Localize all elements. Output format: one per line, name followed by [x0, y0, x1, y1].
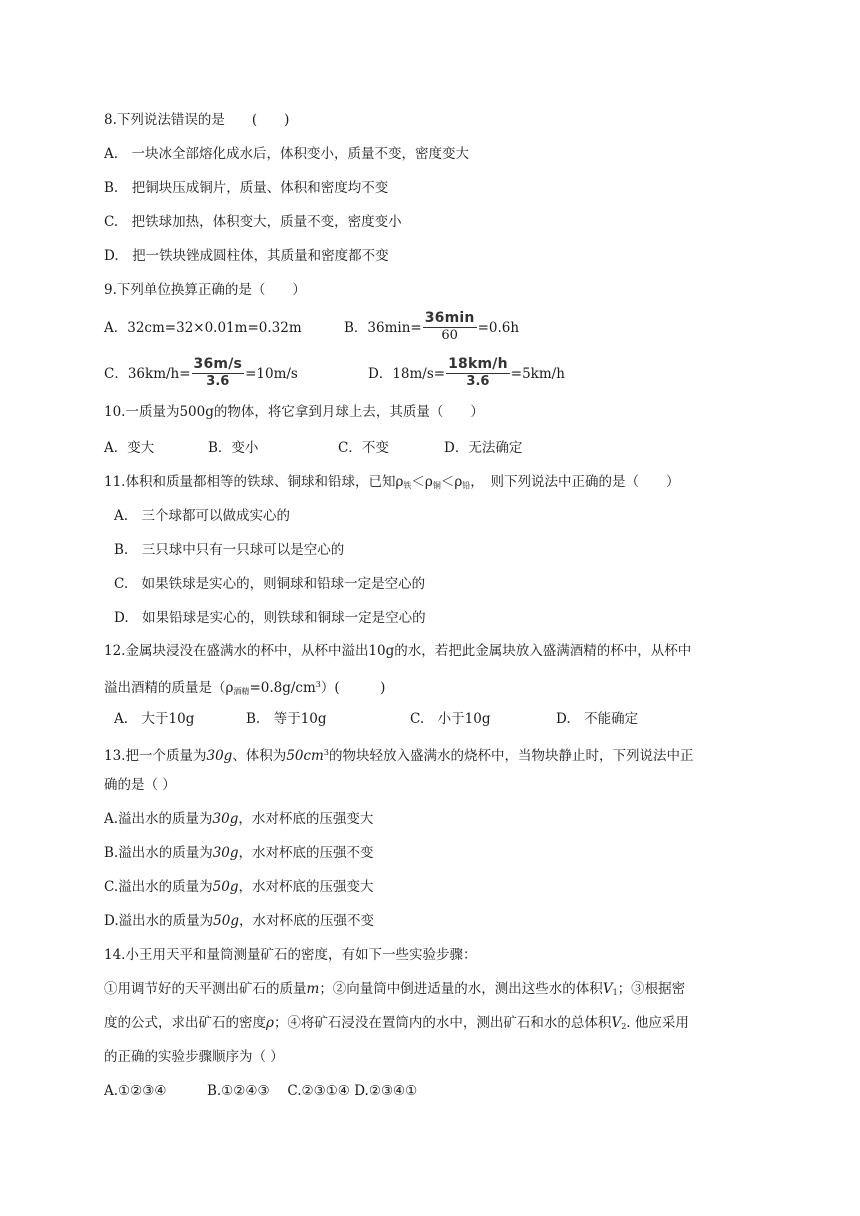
q11-option-a: A. 三个球都可以做成实心的 [114, 508, 291, 524]
q9-option-d-numerator: 18km/h [448, 355, 508, 372]
q9-option-a: A．32cm=32×0.01m=0.32m [104, 320, 302, 336]
q14-step1-text: ①用调节好的天平测出矿石的质量 [104, 981, 307, 997]
q9-option-c-prefix: C．36km/h= [104, 366, 191, 382]
q14-step3-text: ；③根据密 [617, 981, 686, 997]
q14-stem-line4: 的正确的实验步骤顺序为（ ） [104, 1049, 284, 1065]
q8-option-a: A. 一块冰全部熔化成水后，体积变小，质量不变，密度变大 [104, 146, 470, 162]
q9-option-d-prefix: D．18m/s= [368, 366, 446, 382]
q14-v1-symbol: V [602, 981, 613, 997]
q14-v1-sub: 1 [612, 988, 618, 997]
q13-line1-suffix: 的物块轻放入盛满水的烧杯中，当物块静止时，下列说法中正 [328, 748, 694, 764]
q9-option-c-denominator: 3.6 [206, 373, 230, 389]
q14-mass-symbol: m [306, 981, 320, 997]
q9-option-c [104, 356, 298, 392]
q13-option-c-prefix: C.溢出水的质量为 [104, 879, 213, 895]
q9-option-d-suffix: =5km/h [510, 366, 565, 382]
q12-density-value: =0.8g/cm [249, 680, 316, 696]
q12-line2-suffix: ）( ) [320, 680, 386, 696]
q10-option-c: C．不变 [338, 440, 389, 456]
q12-line2-prefix: 溢出酒精的质量是（ρ [104, 680, 234, 696]
q12-cubed-sup: 3 [315, 680, 321, 689]
q14-v2-sub: 2 [621, 1022, 627, 1031]
q10-stem: 10.一质量为500g的物体，将它拿到月球上去，其质量（ ） [104, 404, 484, 420]
q11-option-d: D. 如果铅球是实心的，则铁球和铜球一定是空心的 [114, 610, 426, 626]
q9-option-b-numerator: 36min [424, 309, 475, 326]
q13-option-d [104, 911, 374, 931]
q13-option-b-mass: 30g [212, 845, 239, 861]
q13-volume-value: 50cm [286, 748, 324, 764]
q14-step-line2 [104, 1013, 689, 1037]
q14-step2-text: ；②向量筒中倒进适量的水，测出这些水的体积 [319, 981, 603, 997]
q8-stem: 8.下列说法错误的是 ( ) [104, 112, 290, 128]
q13-option-a-mass: 30g [212, 811, 239, 827]
q9-option-b-denominator: 60 [441, 327, 458, 343]
q11-stem-prefix: 11.体积和质量都相等的铁球、铜球和铅球，已知ρ [104, 474, 404, 490]
q10-option-a: A．变大 [104, 440, 155, 456]
q11-rho-lead-sub: 铅 [462, 481, 471, 490]
q12-alcohol-sub: 酒精 [233, 687, 250, 696]
q13-stem-line2: 确的是（ ） [104, 777, 176, 793]
q13-volume-sup: 3 [323, 748, 329, 757]
q11-stem [104, 472, 680, 496]
q13-option-b-suffix: ，水对杯底的压强不变 [238, 845, 374, 861]
q14-line3-prefix: 度的公式，求出矿石的密度 [104, 1015, 266, 1031]
q9-stem: 9.下列单位换算正确的是（ ） [104, 282, 306, 298]
q13-option-d-mass: 50g [213, 913, 239, 929]
q12-option-c: C. 小于10g [410, 711, 491, 727]
q11-option-b: B. 三只球中只有一只球可以是空心的 [114, 542, 345, 558]
q13-option-a-suffix: ，水对杯底的压强变大 [238, 811, 374, 827]
q8-option-d: D. 把一铁块锉成圆柱体，其质量和密度都不变 [104, 248, 389, 264]
q10-option-b: B．变小 [208, 440, 259, 456]
q13-mass-value: 30g [206, 748, 233, 764]
q11-rho-copper-sub: 铜 [432, 481, 441, 490]
q9-option-d [368, 356, 565, 392]
q11-stem-suffix: ， 则下列说法中正确的是（ ） [470, 474, 680, 490]
q8-option-c: C. 把铁球加热，体积变大，质量不变，密度变小 [104, 214, 402, 230]
q13-option-b-prefix: B.溢出水的质量为 [104, 845, 213, 861]
q14-options: A.①②③④ B.①②④③ C.②③①④ D.②③④① [104, 1083, 418, 1099]
q9-option-d-fraction [446, 356, 510, 390]
q8-option-b: B. 把铜块压成铜片，质量、体积和密度均不变 [104, 180, 389, 196]
q9-option-b [344, 310, 519, 346]
q13-option-c-mass: 50g [212, 879, 239, 895]
q10-option-d: D．无法确定 [444, 440, 523, 456]
q13-line1-prefix: 13.把一个质量为 [104, 748, 207, 764]
q12-stem-line2 [104, 675, 385, 702]
q11-option-c: C. 如果铁球是实心的，则铜球和铅球一定是空心的 [114, 576, 426, 592]
q13-stem-line1 [104, 743, 693, 766]
q9-option-b-suffix: =0.6h [477, 320, 520, 336]
q13-option-d-prefix: D.溢出水的质量为 [104, 913, 214, 929]
q13-line1-mid: 、体积为 [232, 748, 287, 764]
q12-stem-line1: 12.金属块浸没在盛满水的杯中，从杯中溢出10g的水，若把此金属块放入盛满酒精的杯中，从杯中 [104, 643, 692, 659]
q9-option-c-fraction [192, 356, 245, 390]
q12-option-d: D. 不能确定 [556, 711, 639, 727]
q9-option-d-denominator: 3.6 [466, 373, 490, 389]
q14-stem: 14.小王用天平和量筒测量矿石的密度，有如下一些实验步骤： [104, 947, 477, 963]
q13-option-b [104, 843, 374, 863]
q13-option-c-suffix: ，水对杯底的压强变大 [238, 879, 374, 895]
q14-v2-symbol: V [611, 1015, 622, 1031]
q9-option-b-prefix: B．36min= [344, 320, 422, 336]
q9-option-c-numerator: 36m/s [193, 355, 243, 372]
q11-less-than-2: ＜ρ [440, 474, 463, 490]
q9-option-b-fraction [423, 310, 477, 344]
q11-rho-iron-sub: 铁 [403, 481, 412, 490]
q9-option-c-suffix: =10m/s [245, 366, 298, 382]
q13-option-c [104, 877, 373, 897]
q13-option-d-suffix: ，水对杯底的压强不变 [238, 913, 374, 929]
q12-option-a: A. 大于10g [114, 711, 195, 727]
q14-rho-symbol: ρ [266, 1015, 274, 1031]
q14-step4-text: ；④将矿石浸没在置筒内的水中，测出矿石和水的总体积 [273, 1015, 612, 1031]
q14-step-line1 [104, 979, 685, 1003]
q13-option-a-prefix: A.溢出水的质量为 [104, 811, 213, 827]
q12-option-b: B. 等于10g [246, 711, 327, 727]
q11-less-than-1: ＜ρ [411, 474, 433, 490]
q14-line3-suffix: . 他应采用 [626, 1015, 689, 1031]
q13-option-a [104, 809, 373, 829]
